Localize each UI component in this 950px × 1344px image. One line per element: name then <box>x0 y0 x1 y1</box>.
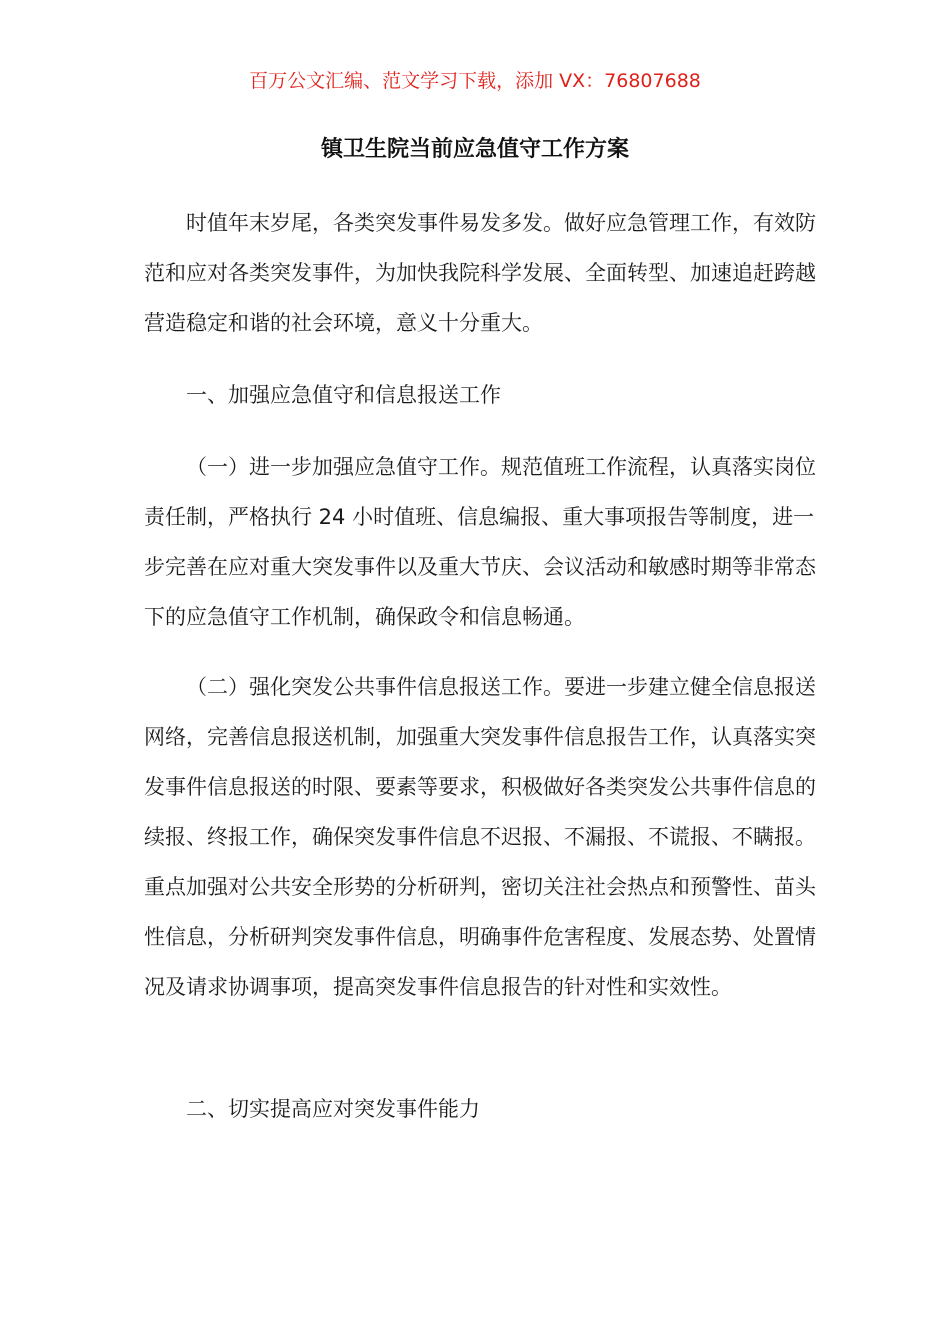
document-title: 镇卫生院当前应急值守工作方案 <box>320 137 629 162</box>
section-1-paragraph-1: （一）进一步加强应急值守工作。规范值班工作流程，认真落实岗位责任制，严格执行 24 小时值班、信息编报、重大事项报告等制度，进一步完善在应对重大突发事件以及重大节庆、会议活动和敏感时期等非常态下的应急值守工作机制，确保政令和信息畅通。 <box>144 455 816 629</box>
header-banner: 百万公文汇编、范文学习下载，添加 VX：76807688 <box>249 70 701 92</box>
intro-paragraph: 时值年末岁尾，各类突发事件易发多发。做好应急管理工作，有效防范和应对各类突发事件，为加快我院科学发展、全面转型、加速追赶跨越营造稳定和谐的社会环境，意义十分重大。 <box>144 211 816 335</box>
section-1-paragraph-2: （二）强化突发公共事件信息报送工作。要进一步建立健全信息报送网络，完善信息报送机制，加强重大突发事件信息报告工作，认真落实突发事件信息报送的时限、要素等要求，积极做好各类突发公共事件信息的续报、终报工作，确保突发事件信息不迟报、不漏报、不谎报、不瞒报。重点加强对公共安全形势的分析研判，密切关注社会热点和预警性、苗头性信息，分析研判突发事件信息，明确事件危害程度、发展态势、处置情况及请求协调事项，提高突发事件信息报告的针对性和实效性。 <box>144 675 816 999</box>
section-2-heading: 二、切实提高应对突发事件能力 <box>186 1097 480 1121</box>
section-1-heading: 一、加强应急值守和信息报送工作 <box>186 383 501 407</box>
